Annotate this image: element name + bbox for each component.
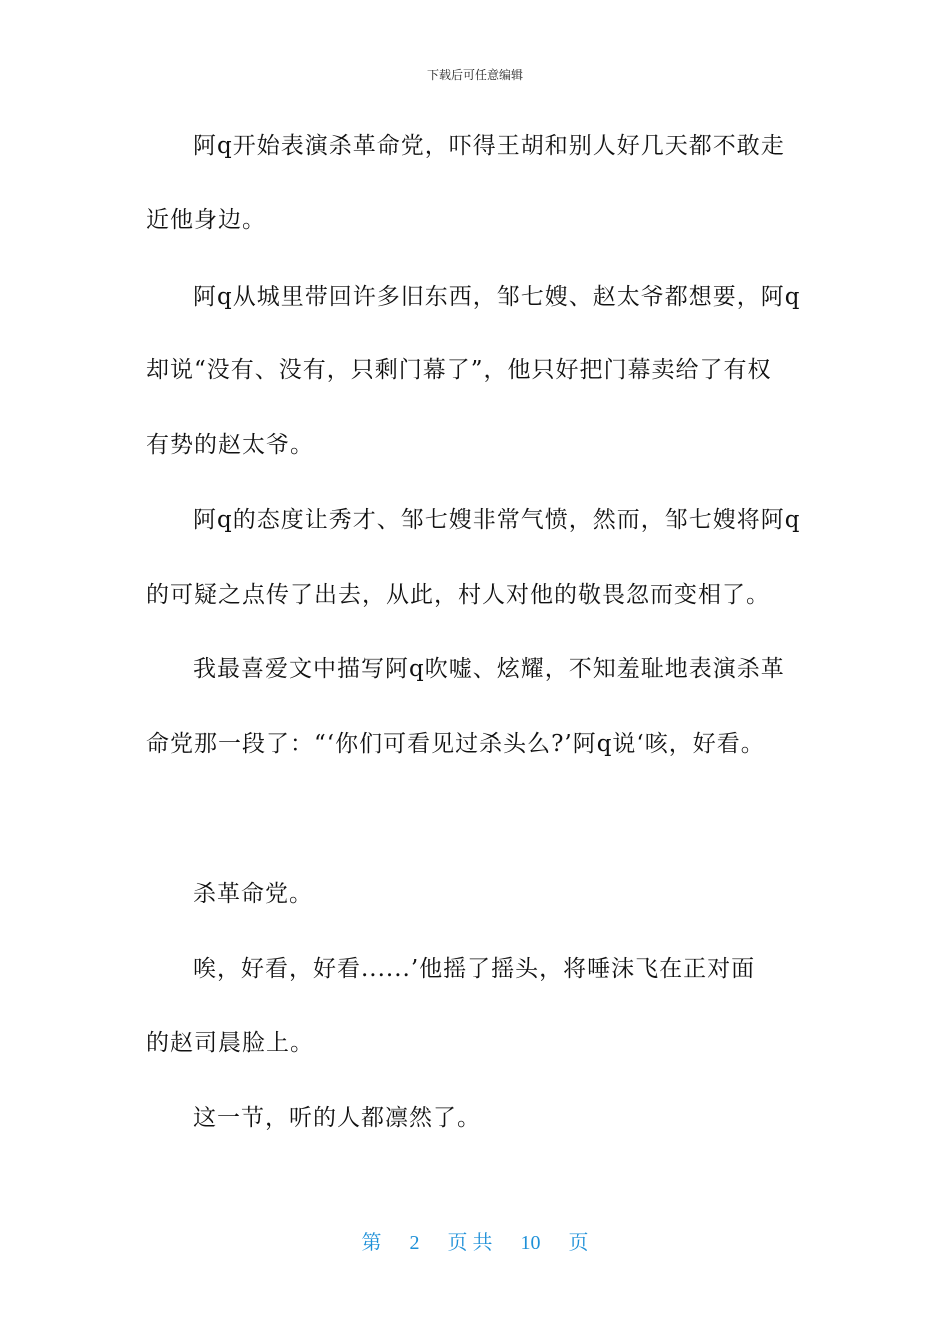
- footer-prefix: 第: [361, 1232, 382, 1254]
- text-line: 却说“没有、没有，只剩门幕了”，他只好把门幕卖给了有权: [146, 357, 772, 383]
- text-line: 的赵司晨脸上。: [146, 1030, 314, 1056]
- text-line: 有势的赵太爷。: [146, 432, 314, 458]
- text-line: 我最喜爱文中描写阿q吹嘘、炫耀，不知羞耻地表演杀革: [193, 656, 785, 682]
- text-line: 唉，好看，好看......’他摇了摇头，将唾沫飞在正对面: [193, 956, 756, 982]
- text-line: 命党那一段了：“‘你们可看见过杀头么?’阿q说‘咳，好看。: [146, 731, 765, 757]
- text-line: 的可疑之点传了出去，从此，村人对他的敬畏忽而变相了。: [146, 582, 770, 608]
- text-line: 阿q从城里带回许多旧东西，邹七嫂、赵太爷都想要，阿q: [193, 284, 801, 310]
- page-total: 10: [520, 1232, 541, 1254]
- page-footer: [0, 1226, 950, 1255]
- footer-middle: 页 共: [447, 1232, 493, 1254]
- page-header: 下载后可任意编辑: [426, 68, 523, 82]
- page-number: 2: [409, 1232, 420, 1254]
- text-line: 这一节，听的人都凛然了。: [193, 1105, 481, 1131]
- text-line: 杀革命党。: [193, 881, 313, 907]
- text-line: 近他身边。: [146, 207, 266, 233]
- footer-suffix: 页: [568, 1232, 589, 1254]
- text-line: 阿q的态度让秀才、邹七嫂非常气愤，然而，邹七嫂将阿q: [193, 507, 801, 533]
- text-line: 阿q开始表演杀革命党，吓得王胡和别人好几天都不敢走: [193, 133, 785, 159]
